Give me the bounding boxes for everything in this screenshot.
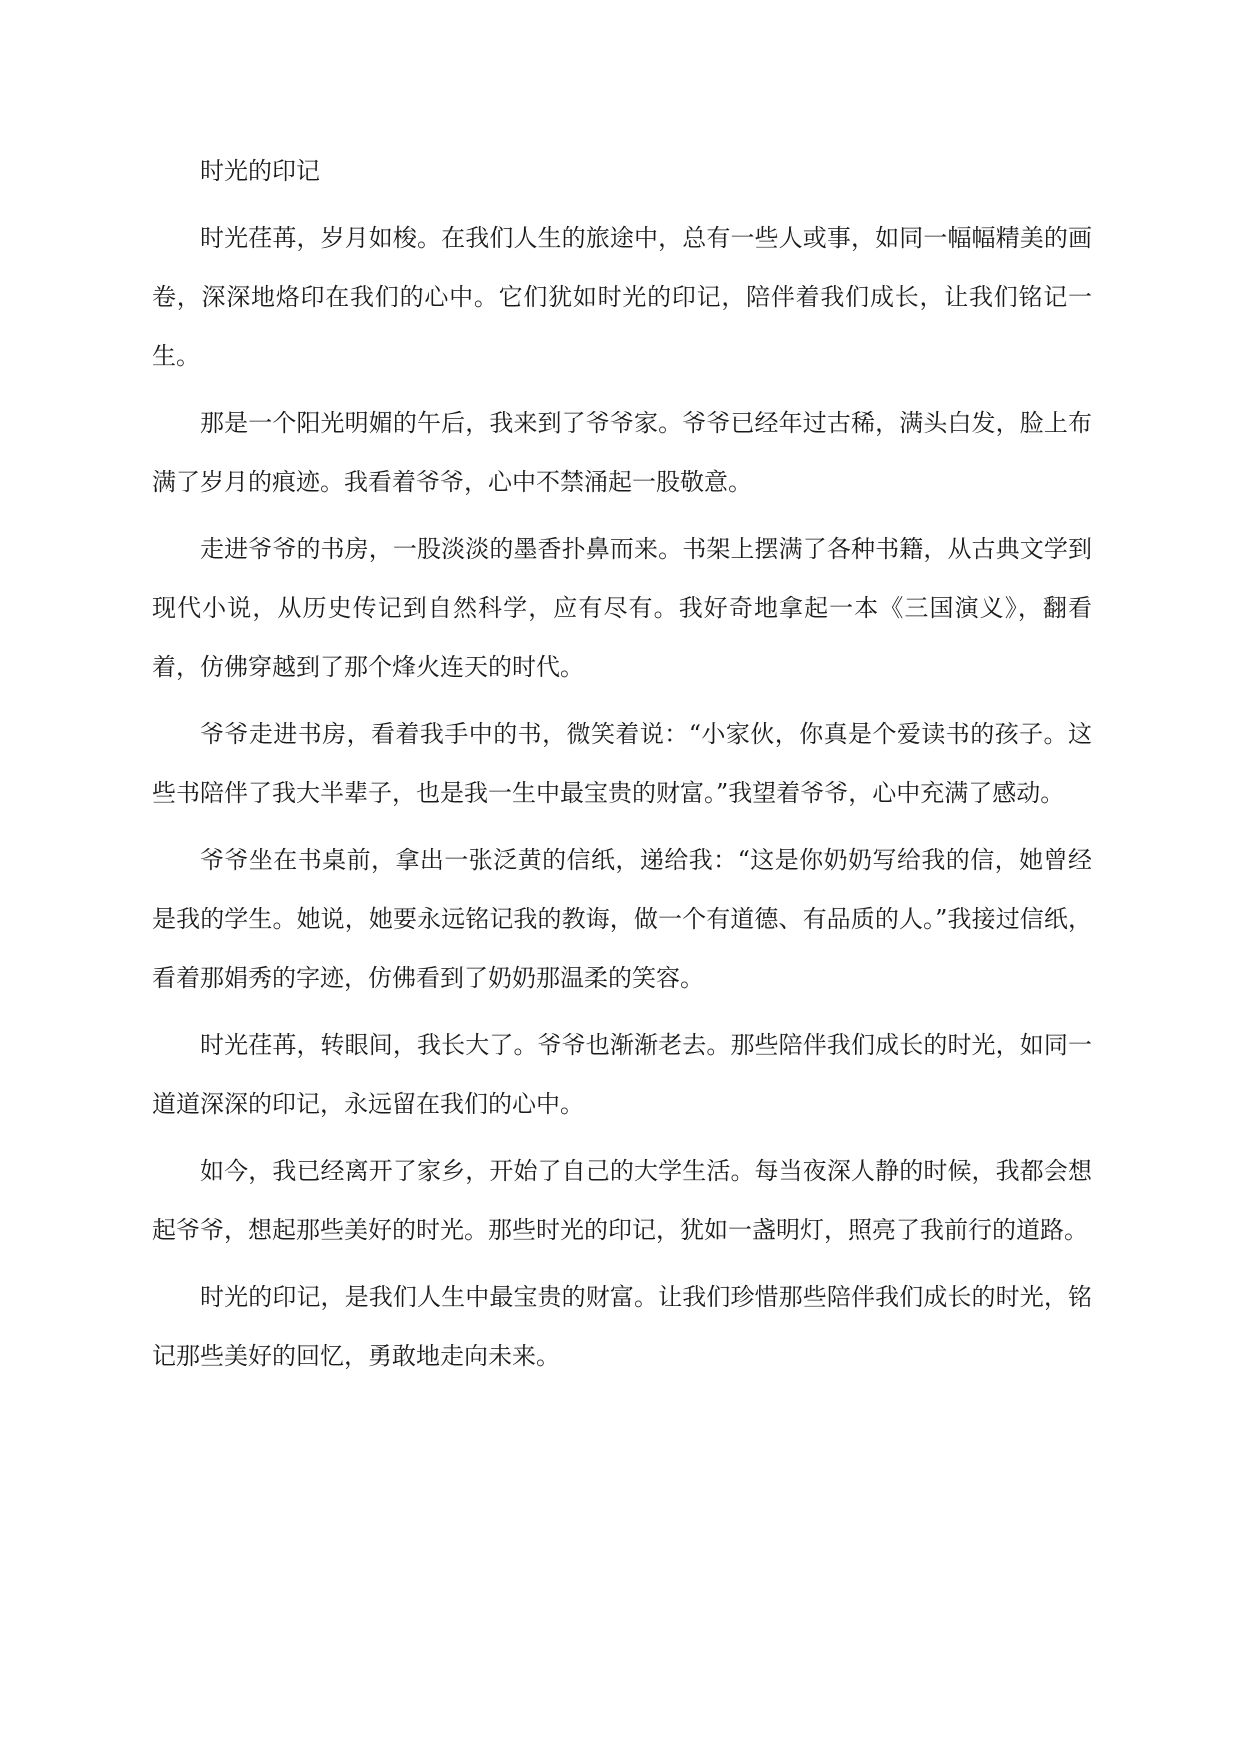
paragraph-4: 爷爷走进书房，看着我手中的书，微笑着说：“小家伙，你真是个爱读书的孩子。这些书陪伴了我大半辈子，也是我一生中最宝贵的财富。”我望着爷爷，心中充满了感动。: [152, 720, 1092, 807]
paragraph-2: 那是一个阳光明媚的午后，我来到了爷爷家。爷爷已经年过古稀，满头白发，脸上布满了岁月的痕迹。我看着爷爷，心中不禁涌起一股敬意。: [152, 409, 1092, 496]
paragraph-8: 时光的印记，是我们人生中最宝贵的财富。让我们珍惜那些陪伴我们成长的时光，铭记那些美好的回忆，勇敢地走向未来。: [152, 1283, 1092, 1370]
paragraph-7: 如今，我已经离开了家乡，开始了自己的大学生活。每当夜深人静的时候，我都会想起爷爷，想起那些美好的时光。那些时光的印记，犹如一盏明灯，照亮了我前行的道路。: [152, 1157, 1092, 1244]
document-body: [152, 142, 1092, 1394]
paragraph-3: 走进爷爷的书房，一股淡淡的墨香扑鼻而来。书架上摆满了各种书籍，从古典文学到现代小说，从历史传记到自然科学，应有尽有。我好奇地拿起一本《三国演义》，翻看着，仿佛穿越到了那个烽火连天的时代。: [152, 535, 1092, 681]
paragraph-6: 时光荏苒，转眼间，我长大了。爷爷也渐渐老去。那些陪伴我们成长的时光，如同一道道深深的印记，永远留在我们的心中。: [152, 1031, 1092, 1118]
paragraph-5: 爷爷坐在书桌前，拿出一张泛黄的信纸，递给我：“这是你奶奶写给我的信，她曾经是我的学生。她说，她要永远铭记我的教诲，做一个有道德、有品质的人。”我接过信纸，看着那娟秀的字迹，仿佛看到了奶奶那温柔的笑容。: [152, 846, 1092, 992]
paragraph-1: 时光荏苒，岁月如梭。在我们人生的旅途中，总有一些人或事，如同一幅幅精美的画卷，深深地烙印在我们的心中。它们犹如时光的印记，陪伴着我们成长，让我们铭记一生。: [152, 224, 1092, 370]
document-title: 时光的印记: [200, 157, 320, 185]
